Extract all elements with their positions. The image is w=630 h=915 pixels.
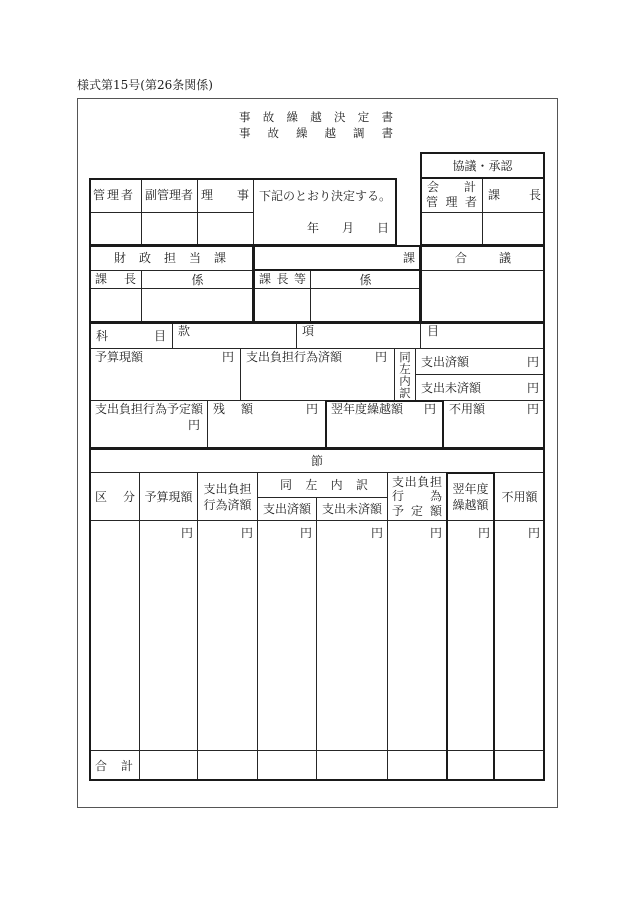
- approval-section-chief-seal-cell: [482, 212, 545, 246]
- manager-label: 管理者: [93, 188, 133, 202]
- yen-unit: 円: [526, 381, 539, 395]
- section-staff-label: 係: [359, 272, 372, 287]
- unused-amount-cell: [443, 400, 545, 449]
- carryover-amount-label: 翌年度繰越額: [331, 402, 404, 416]
- col-unpaid-label: 支出未済額: [321, 502, 382, 516]
- kou-label: 項: [302, 324, 315, 338]
- form-title-decision: 事 故 繰 越 決 定 書: [239, 110, 393, 124]
- kou-cell: [296, 322, 421, 349]
- responsible-section-suffix: 課: [402, 251, 415, 265]
- paid-amount-label: 支出済額: [421, 355, 470, 369]
- director-seal-cell: [197, 212, 254, 246]
- section-header-cell: [89, 448, 545, 473]
- total-paid-cell: [257, 750, 317, 781]
- accountant-label-line1: 会 計: [427, 180, 476, 194]
- finance-chief-seal-cell: [89, 288, 142, 323]
- section-chief-seal-cell: [253, 288, 311, 323]
- form-title-survey: 事 故 繰 越 調 書: [239, 126, 393, 140]
- yen-unit: 円: [526, 402, 539, 416]
- col-carryover-header: [446, 472, 495, 521]
- consultation-body-cell: [420, 270, 545, 323]
- carryover-amount-cell: [325, 400, 444, 449]
- col-carryover-label-line2: 繰越額: [452, 497, 489, 512]
- yen-unit: 円: [370, 526, 383, 540]
- budget-amount-cell: [89, 348, 241, 401]
- body-budget-cell: [139, 520, 198, 751]
- approval-header-cell: [420, 152, 545, 179]
- budget-amount-label: 予算現額: [95, 350, 144, 364]
- moku-cell: [420, 322, 545, 349]
- section-chief-label: 課長等: [259, 272, 306, 286]
- finance-staff-seal-cell: [141, 288, 254, 323]
- decision-cell: [253, 178, 397, 246]
- committed-amount-cell: [240, 348, 395, 401]
- body-category-cell: [89, 520, 140, 751]
- body-committed-cell: [197, 520, 258, 751]
- col-planned-header: [387, 472, 447, 521]
- col-unused-label: 不用額: [501, 489, 538, 504]
- col-committed-label-line1: 支出負担: [203, 481, 252, 496]
- col-planned-label-line3: 予定額: [392, 503, 442, 518]
- remaining-amount-label: 残 額: [213, 402, 253, 416]
- col-unused-header: [494, 472, 545, 521]
- vice-manager-header-cell: [141, 178, 198, 213]
- approval-section-chief-label: 課 長: [488, 188, 541, 202]
- yen-unit: 円: [240, 526, 253, 540]
- breakdown-label-cell: [394, 348, 416, 401]
- finance-section-label: 財 政 担 当 課: [114, 251, 226, 265]
- classification-label: 科 目: [96, 329, 166, 343]
- col-budget-label: 予算現額: [144, 489, 193, 504]
- col-category-label: 区 分: [95, 490, 135, 504]
- finance-chief-label: 課 長: [95, 272, 136, 286]
- section-staff-header-cell: [310, 270, 421, 289]
- decision-statement: 下記のとおり決定する。: [259, 189, 392, 203]
- col-unpaid-header: [316, 497, 388, 521]
- col-carryover-label-line1: 翌年度: [452, 481, 489, 496]
- remaining-amount-cell: [207, 400, 326, 449]
- col-breakdown-header: [257, 472, 388, 498]
- kan-cell: [172, 322, 297, 349]
- col-budget-header: [139, 472, 198, 521]
- section-staff-seal-cell: [310, 288, 421, 323]
- vice-manager-label: 副管理者: [145, 188, 194, 202]
- col-committed-label-line2: 行為済額: [203, 497, 252, 512]
- breakdown-label: 同左内訳: [398, 350, 412, 399]
- accountant-label-line2: 管理者: [426, 195, 477, 209]
- total-carryover-cell: [446, 750, 495, 781]
- col-paid-header: [257, 497, 317, 521]
- manager-seal-cell: [89, 212, 142, 246]
- total-label-cell: [89, 750, 140, 781]
- col-paid-label: 支出済額: [262, 502, 311, 516]
- section-chief-header-cell: [253, 270, 311, 289]
- yen-unit: 円: [423, 402, 436, 416]
- approval-section-chief-header-cell: [482, 178, 545, 213]
- body-planned-cell: [387, 520, 447, 751]
- finance-staff-header-cell: [141, 270, 254, 289]
- yen-unit: 円: [526, 355, 539, 369]
- planned-amount-label: 支出負担行為予定額: [95, 402, 204, 416]
- yen-unit: 円: [187, 418, 200, 432]
- yen-unit: 円: [477, 526, 490, 540]
- col-category-header: [89, 472, 140, 521]
- body-carryover-cell: [446, 520, 495, 751]
- total-planned-cell: [387, 750, 447, 781]
- yen-unit: 円: [221, 350, 234, 364]
- yen-unit: 円: [305, 402, 318, 416]
- vice-manager-seal-cell: [141, 212, 198, 246]
- consultation-label: 合 議: [455, 251, 511, 265]
- paid-amount-cell: [415, 348, 545, 375]
- col-planned-label-line2: 行 為: [392, 489, 442, 504]
- unpaid-amount-label: 支出未済額: [421, 381, 482, 395]
- yen-unit: 円: [527, 526, 540, 540]
- yen-unit: 円: [299, 526, 312, 540]
- manager-header-cell: [89, 178, 142, 213]
- yen-unit: 円: [180, 526, 193, 540]
- approval-label: 協議・承認: [452, 158, 513, 173]
- yen-unit: 円: [374, 350, 387, 364]
- body-unused-cell: [494, 520, 545, 751]
- total-budget-cell: [139, 750, 198, 781]
- body-paid-cell: [257, 520, 317, 751]
- responsible-section-cell: [253, 245, 421, 271]
- total-committed-cell: [197, 750, 258, 781]
- form-number: 様式第15号(第26条関係): [77, 78, 213, 92]
- unpaid-amount-cell: [415, 374, 545, 401]
- total-label: 合 計: [95, 759, 133, 773]
- committed-amount-label: 支出負担行為済額: [246, 350, 343, 364]
- director-header-cell: [197, 178, 254, 213]
- accountant-header-cell: [420, 178, 483, 213]
- moku-label: 目: [427, 324, 440, 338]
- total-unpaid-cell: [316, 750, 388, 781]
- section-header-label: 節: [310, 453, 323, 468]
- col-committed-header: [197, 472, 258, 521]
- decision-date: 年 月 日: [307, 221, 389, 235]
- director-label: 理 事: [201, 188, 249, 202]
- total-unused-cell: [494, 750, 545, 781]
- finance-staff-label: 係: [191, 272, 204, 287]
- finance-chief-header-cell: [89, 270, 142, 289]
- kan-label: 款: [178, 324, 191, 338]
- planned-amount-cell: [89, 400, 208, 449]
- accountant-seal-cell: [420, 212, 483, 246]
- finance-section-header-cell: [89, 245, 254, 271]
- yen-unit: 円: [429, 526, 442, 540]
- consultation-header-cell: [420, 245, 545, 271]
- classification-label-cell: [89, 322, 173, 349]
- col-planned-label-line1: 支出負担: [392, 474, 442, 489]
- body-unpaid-cell: [316, 520, 388, 751]
- col-breakdown-label: 同 左 内 訳: [280, 478, 368, 492]
- unused-amount-label: 不用額: [449, 402, 486, 416]
